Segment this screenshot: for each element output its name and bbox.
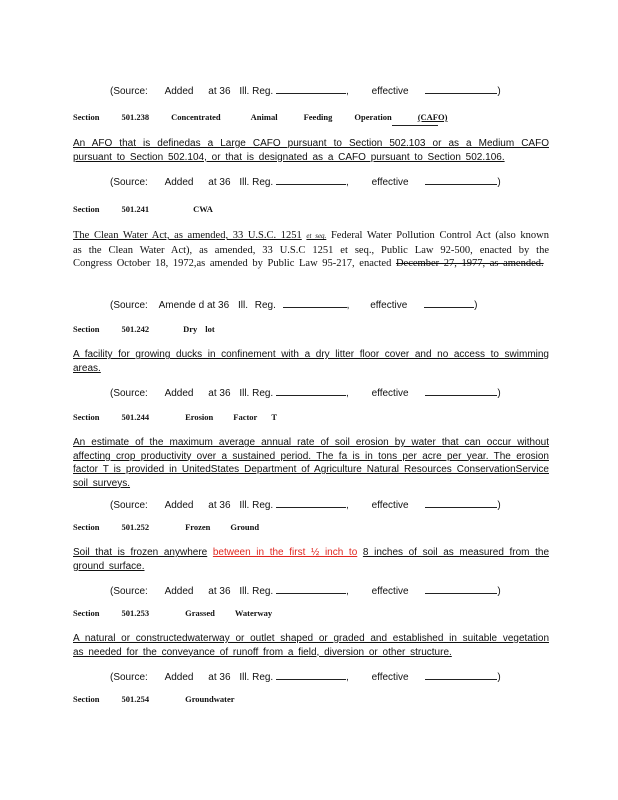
effective-label: effective (371, 177, 409, 188)
section-title: Feeding (303, 112, 333, 122)
section-heading (73, 112, 469, 122)
cwa-text: Federal Water Pollution Control Act (also known as the Clean Water Act), as amended, 33 U.S.C 1251 et seq., Public Law 92-500, enacted by the Congress October 18, 1972,as amended by Public Law 95-217, enacted (73, 230, 549, 270)
reg-blank (276, 174, 346, 185)
reg-label: Ill. Reg. (239, 86, 274, 97)
effective-blank (425, 583, 497, 594)
source-label: (Source: (110, 177, 148, 188)
source-label: (Source: (110, 86, 148, 97)
section-number: 501.252 (121, 522, 150, 532)
paragraph-grassed: A natural or constructedwaterway or outlet shaped or graded and established in suitable vegetation as needed for the conveyance of runoff from a field, diversion or other structure. (73, 633, 549, 658)
section-word: Section (73, 694, 100, 704)
frozen-inserted-text: between in the first ½ inch to (212, 547, 358, 558)
section-title: lot (205, 324, 215, 334)
source-line: (Source: Added at 36 Ill. Reg. , effective ) (110, 669, 501, 683)
effective-label: effective (371, 388, 409, 399)
section-number: 501.241 (121, 204, 150, 214)
effective-label: effective (370, 300, 408, 311)
effective-label: effective (371, 586, 409, 597)
close-paren: ) (497, 388, 501, 399)
effective-blank (425, 497, 497, 508)
close-paren: ) (497, 586, 501, 597)
volume-label: Ill. (237, 300, 248, 311)
source-line: (Source: Added at 36 Ill. Reg. , effective ) (110, 497, 501, 511)
source-line: (Source: Amende d at 36 Ill. Reg. , effective ) (110, 297, 477, 311)
reg-label: Ill. Reg. (239, 177, 274, 188)
reg-label: Ill. Reg. (239, 388, 274, 399)
source-label: (Source: (110, 388, 148, 399)
section-heading (73, 608, 294, 618)
section-heading (73, 522, 281, 532)
section-heading (73, 324, 237, 334)
source-label: (Source: (110, 586, 148, 597)
section-heading (73, 204, 235, 214)
section-number: 501.254 (121, 694, 150, 704)
close-paren: ) (497, 672, 501, 683)
section-word: Section (73, 324, 100, 334)
paragraph-erosion: An estimate of the maximum average annual rate of soil erosion by water that can occur without affecting crop productivity over a sustained period. The fa is in tons per acre per year. The erosion factor T is provided in UnitedStates Department of Agriculture Natural Resources ConservationService soil surveys. (73, 437, 549, 489)
section-title: Animal (250, 112, 278, 122)
source-line: (Source: Added at 36 Ill. Reg. , effective ) (110, 385, 501, 399)
frozen-text: Soil that is frozen anywhere (73, 547, 208, 558)
section-title: Ground (230, 522, 260, 532)
paragraph-cwa (73, 229, 549, 271)
section-title: CWA (193, 204, 213, 214)
section-word: Section (73, 608, 100, 618)
added-label: Added (164, 86, 194, 97)
section-title: Concentrated (171, 112, 221, 122)
effective-blank (425, 83, 497, 94)
volume-label: at 36 (208, 86, 231, 97)
section-word: Section (73, 204, 100, 214)
section-number: 501.238 (121, 112, 150, 122)
reg-blank (276, 83, 346, 94)
effective-label: effective (371, 500, 409, 511)
close-paren: ) (497, 500, 501, 511)
reg-blank (276, 385, 346, 396)
volume-label: at 36 (208, 586, 231, 597)
source-label: (Source: (110, 300, 148, 311)
reg-blank (276, 497, 346, 508)
volume-label: at 36 (208, 388, 231, 399)
paragraph-frozen (73, 546, 549, 573)
added-label: Added (164, 177, 194, 188)
effective-label: effective (371, 86, 409, 97)
section-heading (73, 694, 257, 704)
cwa-struck-text: December 27, 1977, as amended. (395, 258, 544, 270)
underline-rule (392, 125, 438, 126)
added-label: Added (164, 586, 194, 597)
source-line: (Source: Added at 36 Ill. Reg. , effective ) (110, 83, 501, 97)
reg-label: Reg. (254, 300, 276, 311)
section-number: 501.244 (121, 412, 150, 422)
section-title: Waterway (234, 608, 273, 618)
section-title: Erosion (185, 412, 214, 422)
cwa-et-seq: et seq. (306, 232, 327, 240)
section-title: Frozen (185, 522, 211, 532)
reg-blank (276, 583, 346, 594)
frozen-text: 8 inches of soil as measured from the ground surface. (73, 547, 550, 572)
reg-blank (276, 669, 346, 680)
section-title: Factor (233, 412, 258, 422)
section-title: Operation (354, 112, 392, 122)
effective-blank (425, 669, 497, 680)
reg-label: Ill. Reg. (239, 672, 274, 683)
section-heading (73, 412, 299, 422)
cwa-text: The Clean Water Act, as amended, 33 U.S.C. 1251 (73, 230, 302, 241)
volume-label: at 36 (208, 177, 231, 188)
section-title: Dry (183, 324, 198, 334)
reg-label: Ill. Reg. (239, 586, 274, 597)
reg-label: Ill. Reg. (239, 500, 274, 511)
effective-blank (425, 385, 497, 396)
added-label: Added (164, 500, 194, 511)
source-label: (Source: (110, 672, 148, 683)
section-word: Section (73, 522, 100, 532)
added-label: Added (164, 672, 194, 683)
effective-blank (425, 174, 497, 185)
close-paren: ) (474, 300, 478, 311)
volume-label: at 36 (208, 672, 231, 683)
source-line: (Source: Added at 36 Ill. Reg. , effective ) (110, 174, 501, 188)
added-label: Added (164, 388, 194, 399)
section-title: (CAFO) (417, 112, 448, 122)
section-title: Grassed (185, 608, 215, 618)
section-number: 501.242 (121, 324, 150, 334)
close-paren: ) (497, 177, 501, 188)
section-title: T (271, 412, 278, 422)
effective-label: effective (371, 672, 409, 683)
source-line: (Source: Added at 36 Ill. Reg. , effective ) (110, 583, 501, 597)
close-paren: ) (497, 86, 501, 97)
volume-label: at 36 (208, 500, 231, 511)
section-word: Section (73, 112, 100, 122)
paragraph-cafo: An AFO that is definedas a Large CAFO pursuant to Section 502.103 or as a Medium CAFO pursuant to Section 502.104, or that is designated as a CAFO pursuant to Section 502.106. (73, 138, 549, 163)
section-word: Section (73, 412, 100, 422)
section-title: Groundwater (185, 694, 235, 704)
effective-blank (424, 297, 474, 308)
reg-blank (283, 297, 347, 308)
section-number: 501.253 (121, 608, 150, 618)
source-label: (Source: (110, 500, 148, 511)
amended-label: Amende d at 36 (158, 300, 230, 311)
paragraph-drylot: A facility for growing ducks in confinement with a dry litter floor cover and no access to swimming areas. (73, 349, 549, 374)
